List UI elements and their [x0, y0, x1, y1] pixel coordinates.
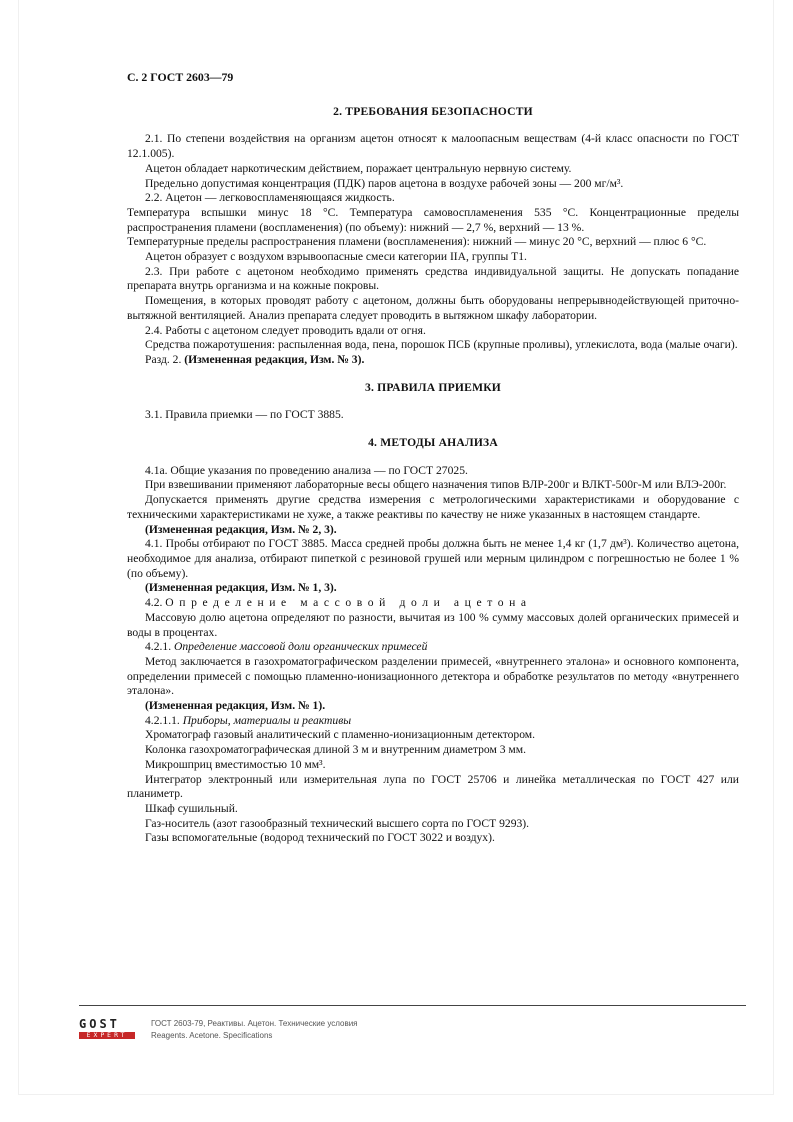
amendment-note: (Измененная редакция, Изм. № 1, 3).: [145, 581, 337, 595]
section-title-2: 2. ТРЕБОВАНИЯ БЕЗОПАСНОСТИ: [333, 104, 533, 118]
logo-bottom-text: EXPERT: [79, 1032, 135, 1039]
subsection-heading: [127, 640, 739, 655]
document-body: [127, 70, 739, 846]
subsection-title: Определение массовой доли ацетона: [165, 596, 532, 610]
paragraph: Температура вспышки минус 18 °С. Температура самовоспламенения 535 °С. Концентрационные пределы распространения пламени (воспламенения) (по объему): нижний — 2,7 %, верхний — 13 %.: [127, 205, 739, 234]
paragraph: Допускается применять другие средства измерения с метрологическими характеристиками и оборудование с техническими характеристиками не хуже, а также реактивы по качеству не ниже указанных в настоящем стандарте.: [127, 493, 739, 521]
paragraph: Средства пожаротушения: распыленная вода, пена, порошок ПСБ (крупные проливы), углекислота, вода (малые очаги).: [145, 338, 738, 352]
paragraph: Интегратор электронный или измерительная лупа по ГОСТ 25706 и линейка металлическая по ГОСТ 427 или планиметр.: [127, 772, 739, 801]
paragraph: Предельно допустимая концентрация (ПДК) паров ацетона в воздухе рабочей зоны — 200 мг/м³.: [145, 176, 624, 190]
section-title-4: 4. МЕТОДЫ АНАЛИЗА: [368, 436, 498, 450]
amendment-prefix: Разд. 2.: [145, 352, 182, 366]
footer-divider: [79, 1005, 746, 1006]
document-page: [19, 0, 773, 1094]
paragraph: 4.1. Пробы отбирают по ГОСТ 3885. Масса средней пробы должна быть не менее 1,4 кг (1,7 дм³). Количество ацетона, необходимое для анализа, отбирают пипеткой с резиновой грушей или мерным цилиндром с погрешностью не более 1 % (по объему).: [127, 537, 739, 580]
subsection-title: Определение массовой доли органических примесей: [174, 640, 428, 654]
footer-line-2: Reagents. Acetone. Specifications: [151, 1031, 273, 1040]
paragraph: Помещения, в которых проводят работу с ацетоном, должны быть оборудованы непрерывнодействующей приточно-вытяжной вентиляцией. Анализ препарата следует проводить в вытяжном шкафу лаборатории.: [127, 294, 739, 322]
section-title-3: 3. ПРАВИЛА ПРИЕМКИ: [364, 380, 502, 394]
paragraph: 2.4. Работы с ацетоном следует проводить вдали от огня.: [145, 323, 426, 337]
paragraph: 3.1. Правила приемки — по ГОСТ 3885.: [145, 408, 344, 422]
paragraph: Шкаф сушильный.: [145, 801, 238, 815]
paragraph: При взвешивании применяют лабораторные весы общего назначения типов ВЛР-200г и ВЛКТ-500г-М или ВЛЭ-200г.: [145, 478, 727, 492]
subsection-heading: [127, 596, 739, 611]
paragraph: Температурные пределы распространения пламени (воспламенения): нижний — минус 20 °С, верхний — плюс 6 °С.: [127, 235, 707, 249]
clause-number: 4.2.: [145, 596, 163, 610]
running-head: С. 2 ГОСТ 2603—79: [127, 70, 234, 84]
paragraph: Хроматограф газовый аналитический с пламенно-ионизационным детектором.: [145, 728, 536, 742]
logo-top-text: GOST: [79, 1017, 120, 1031]
paragraph: 2.1. По степени воздействия на организм ацетон относят к малоопасным веществам (4-й класс опасности по ГОСТ 12.1.005).: [127, 132, 739, 161]
paragraph: Колонка газохроматографическая длиной 3 м и внутренним диаметром 3 мм.: [145, 743, 526, 757]
subsection-heading: [127, 714, 739, 729]
paragraph: Ацетон образует с воздухом взрывоопасные смеси категории IIA, группы Т1.: [145, 250, 527, 264]
amendment-note: (Измененная редакция, Изм. № 1).: [145, 699, 326, 713]
paragraph: Ацетон обладает наркотическим действием, поражает центральную нервную систему.: [145, 161, 572, 175]
footer-line-1: ГОСТ 2603-79, Реактивы. Ацетон. Технические условия: [151, 1019, 358, 1028]
amendment-note: (Измененная редакция, Изм. № 2, 3).: [145, 522, 337, 536]
paragraph: Газы вспомогательные (водород технический по ГОСТ 3022 и воздух).: [145, 831, 495, 845]
paragraph: 2.3. При работе с ацетоном необходимо применять средства индивидуальной защиты. Не допускать попадание препарата внутрь организма и на кожные покровы.: [127, 264, 739, 293]
paragraph: Микрошприц вместимостью 10 мм³.: [145, 757, 326, 771]
paragraph: 4.1а. Общие указания по проведению анализа — по ГОСТ 27025.: [145, 463, 468, 477]
amendment-note: [127, 353, 739, 368]
paragraph: Газ-носитель (азот газообразный технический высшего сорта по ГОСТ 9293).: [145, 816, 530, 830]
paragraph: Метод заключается в газохроматографическом разделении примесей, «внутреннего эталона» и основного компонента, определении примесей с помощью пламенно-ионизационного детектора и обработке результатов по методу «внутреннего эталона».: [127, 654, 739, 698]
paragraph: Массовую долю ацетона определяют по разности, вычитая из 100 % сумму массовых долей органических примесей и воды в процентах.: [127, 610, 739, 639]
clause-number: 4.2.1.1.: [145, 713, 180, 727]
clause-number: 4.2.1.: [145, 640, 172, 654]
amendment-text: (Измененная редакция, Изм. № 3).: [184, 352, 365, 366]
footer-text: [151, 1018, 358, 1042]
gost-expert-logo: [79, 1018, 135, 1039]
paragraph: 2.2. Ацетон — легковоспламеняющаяся жидкость.: [145, 191, 395, 205]
subsection-title: Приборы, материалы и реактивы: [182, 713, 352, 727]
